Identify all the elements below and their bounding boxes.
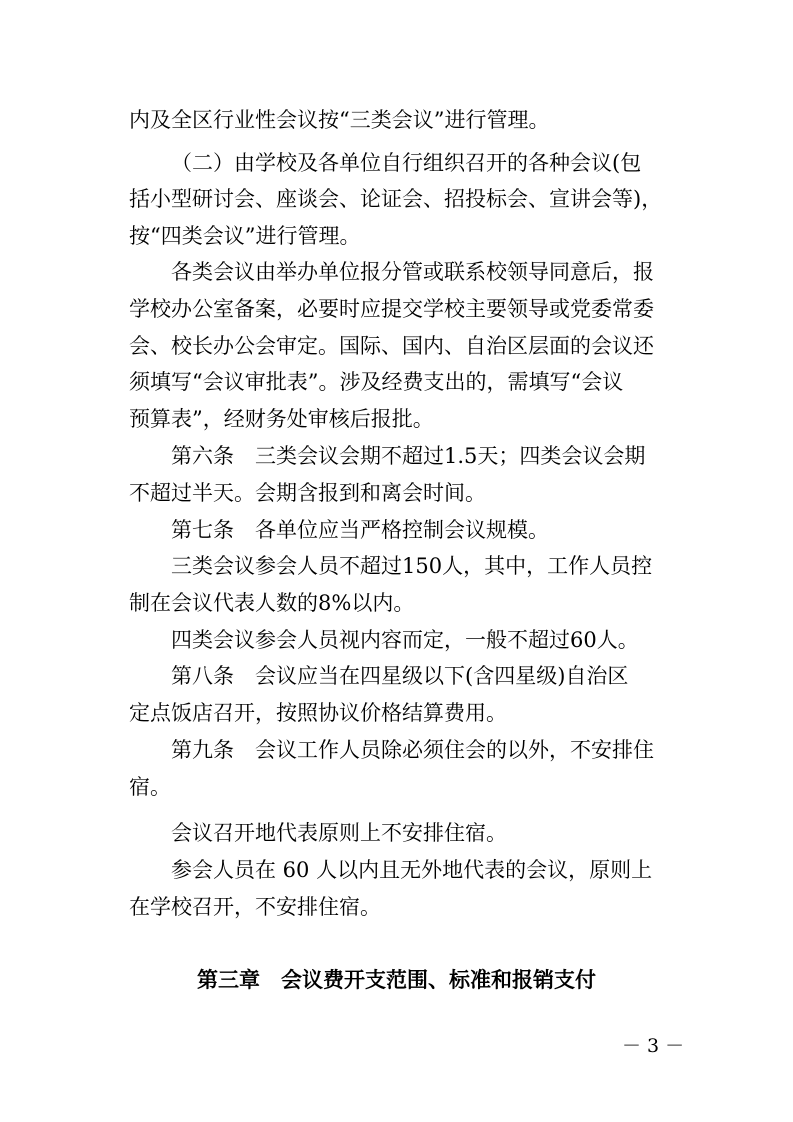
text-line: 括小型研讨会、座谈会、论证会、招投标会、宣讲会等)，: [129, 187, 663, 211]
article-8-line: 第八条 会议应当在四星级以下(含四星级)自治区: [171, 664, 629, 688]
text-line: 在学校召开，不安排住宿。: [129, 895, 381, 919]
text-line: 学校办公室备案，必要时应提交学校主要领导或党委常委: [129, 297, 654, 321]
article-9-line: 第九条 会议工作人员除必须住会的以外，不安排住: [171, 738, 654, 762]
text-line: 各类会议由举办单位报分管或联系校领导同意后，报: [171, 260, 654, 284]
article-7-line: 第七条 各单位应当严格控制会议规模。: [171, 518, 549, 542]
text-line: 须填写“会议审批表”。涉及经费支出的，需填写“会议: [129, 370, 624, 394]
chapter-heading: 第三章 会议费开支范围、标准和报销支付: [197, 968, 596, 992]
text-line: 内及全区行业性会议按“三类会议”进行管理。: [129, 108, 550, 132]
page-number: － 3 －: [622, 1035, 685, 1057]
text-line: 制在会议代表人数的8%以内。: [129, 591, 415, 615]
text-line: 参会人员在 60 人以内且无外地代表的会议，原则上: [171, 858, 653, 882]
text-line: （二）由学校及各单位自行组织召开的各种会议(包: [171, 151, 642, 175]
text-line: 会、校长办公会审定。国际、国内、自治区层面的会议还: [129, 334, 654, 358]
text-line: 三类会议参会人员不超过150人，其中，工作人员控: [171, 554, 653, 578]
text-line: 宿。: [129, 775, 171, 799]
article-6-line: 第六条 三类会议会期不超过1.5天；四类会议会期: [171, 444, 646, 468]
text-line: 预算表”，经财务处审核后报批。: [129, 407, 434, 431]
text-line: 按“四类会议”进行管理。: [129, 224, 361, 248]
text-line: 定点饭店召开，按照协议价格结算费用。: [129, 701, 507, 725]
text-line: 四类会议参会人员视内容而定，一般不超过60人。: [171, 628, 639, 652]
text-line: 不超过半天。会期含报到和离会时间。: [129, 481, 486, 505]
text-line: 会议召开地代表原则上不安排住宿。: [171, 821, 507, 845]
